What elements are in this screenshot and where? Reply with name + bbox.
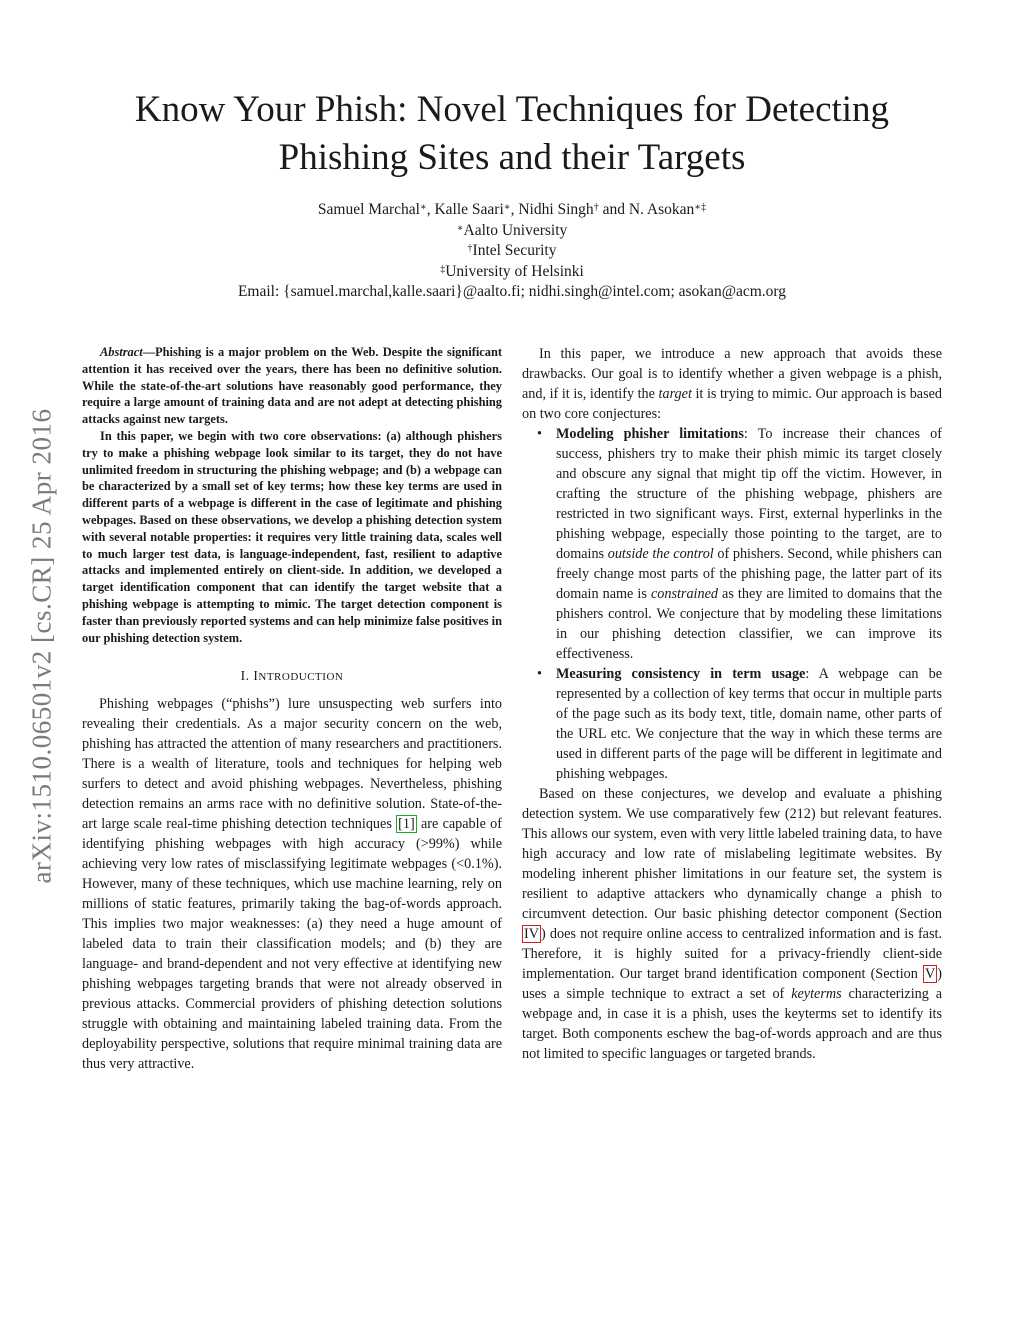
citation-link-1[interactable]: [1] [398,816,415,833]
list-item: • Modeling phisher limitations: To increase their chances of success, phishers try to make their phish mimic its target closely and obscure any signal that might tip off the victim. However, in crafting the structure of the phishing webpage, phishers are restricted in two significant ways. First, external hyperlinks in the phishing webpage, especially those pointing to the target, are to domains outside the control of phishers. Second, while phishers can freely change most parts of the phishing page, the latter part of its domain name is constrained as they are limited to domains that the phishers control. We conjecture that by modeling these limitations in our phishing detection classifier, we can improve its effectiveness. [537,426,943,662]
affiliation-3: ‡University of Helsinki [440,262,584,280]
bullet-icon: • [537,426,542,442]
conjecture-list [522,424,942,784]
list-item: • Measuring consistency in term usage: A webpage can be represented by a collection of key terms that occur in multiple parts of the page such as its body text, title, domain name, other parts of the URL etc. We conjecture that the way in which these terms are used in different parts of the page will be different in legitimate and phishing webpages. [537,666,942,782]
author-block [60,200,964,303]
left-column [82,344,502,1074]
arxiv-identifier: arXiv:1510.06501v2 [cs.CR] 25 Apr 2016 [26,408,57,884]
intro-paragraph-1: Phishing webpages (“phishs”) lure unsuspecting web surfers into revealing their credentials. As a major security concern on the web, phishing has attracted the attention of many researchers and practitioners. There is a wealth of literature, tools and techniques for helping web surfers to detect and avoid phishing webpages. Nevertheless, phishing detection remains an arms race with no definitive solution. State-of-the-art large scale real-time phishing detection techniques [1] are capable of identifying phishing webpages with high accuracy (>99%) while achieving very low rates of misclassifying legitimate webpages (<0.1%). However, many of these techniques, which use machine learning, rely on millions of static features, primarily taking the bag-of-words approach. This implies two major weaknesses: (a) they need a huge amount of labeled data to train their classification models; and (b) they are language- and brand-dependent and not very effective at identifying new phishing webpages targeting brands that were not already observed in previous attacks. Commercial providers of phishing detection solutions struggle with obtaining and maintaining labeled training data. From the deployability perspective, solutions that require minimal training data are thus very attractive. [82,696,502,1073]
section-heading-introduction: I. INTRODUCTION [240,668,344,684]
section-link-v[interactable]: V [925,966,936,982]
right-paragraph-2: Based on these conjectures, we develop and evaluate a phishing detection system. We use comparatively few (212) but relevant features. This allows our system, even with very little labeled training data, to have high accuracy and low rate of mislabeling legitimate websites. By modeling inherent phisher limitations in our feature set, the system is resilient to adaptive attackers who dynamically change a phish to circumvent detection. Our basic phishing detector component (Section IV ) does not require online access to centralized information and is fast. Therefore, it is highly suited for a privacy-friendly client-side implementation. Our target brand identification component (Section V ) uses a simple technique to extract a set of keyterms characterizing a webpage and, in case it is a phish, uses the keyterms set to identify its target. Both components eschew the bag-of-words approach and are thus not limited to specific languages or targeted brands. [522,786,943,1062]
affiliation-1: ∗Aalto University [456,221,568,239]
arxiv-sidebar [24,346,60,946]
author-1: Samuel Marchal [317,201,420,218]
paper-title [60,86,964,182]
bullet-icon: • [537,666,542,682]
abstract [82,344,502,646]
title-line-1: Know Your Phish: Novel Techniques for Detecting [134,89,890,130]
author-3: Nidhi Singh [518,201,594,218]
abstract-paragraph-1: Abstract—Phishing is a major problem on the Web. Despite the significant attention it has received over the years, there has been no definitive solution. While the state-of-the-art solutions have reasonably good performance, they require a large amount of training data and are not adept at detecting phishing attacks against new targets. [82,345,502,427]
abstract-paragraph-2: In this paper, we begin with two core observations: (a) although phishers try to make a phishing webpage look similar to its target, they do not have unlimited freedom in structuring the phishing webpage; and (b) a webpage can be characterized by a small set of key terms; how these key terms are used in different parts of a webpage is different in the case of legitimate and phishing webpages. Based on these observations, we develop a phishing detection system with several notable properties: it requires very little training data, scales well to much larger test data, is language-independent, fast, resilient to adaptive attacks and implemented entirely on client-side. In addition, we developed a target identification component that can identify the target website that a phishing webpage is attempting to mimic. The target detection component is faster than previously reported systems and can help minimize false positives in our phishing detection system. [82,428,502,645]
abstract-label: Abstract [100,345,143,359]
author-emails: Email: {samuel.marchal,kalle.saari}@aalto.fi; nidhi.singh@intel.com; asokan@acm.org [237,283,787,300]
introduction-body [82,694,502,1074]
right-column [522,344,942,1064]
section-link-iv[interactable]: IV [524,926,539,942]
affiliation-2: †Intel Security [467,242,557,259]
right-paragraph-1: In this paper, we introduce a new approach that avoids these drawbacks. Our goal is to identify whether a given webpage is a phish, and, if it is, identify the target it is trying to mimic. Our approach is based on two core conjectures: [522,346,942,422]
author-4: and N. Asokan [602,201,695,218]
author-2: Kalle Saari [434,201,504,218]
author-names: Samuel Marchal∗, Kalle Saari∗, Nidhi Singh† and N. Asokan∗‡ [317,201,707,218]
title-line-2: Phishing Sites and their Targets [278,137,746,178]
